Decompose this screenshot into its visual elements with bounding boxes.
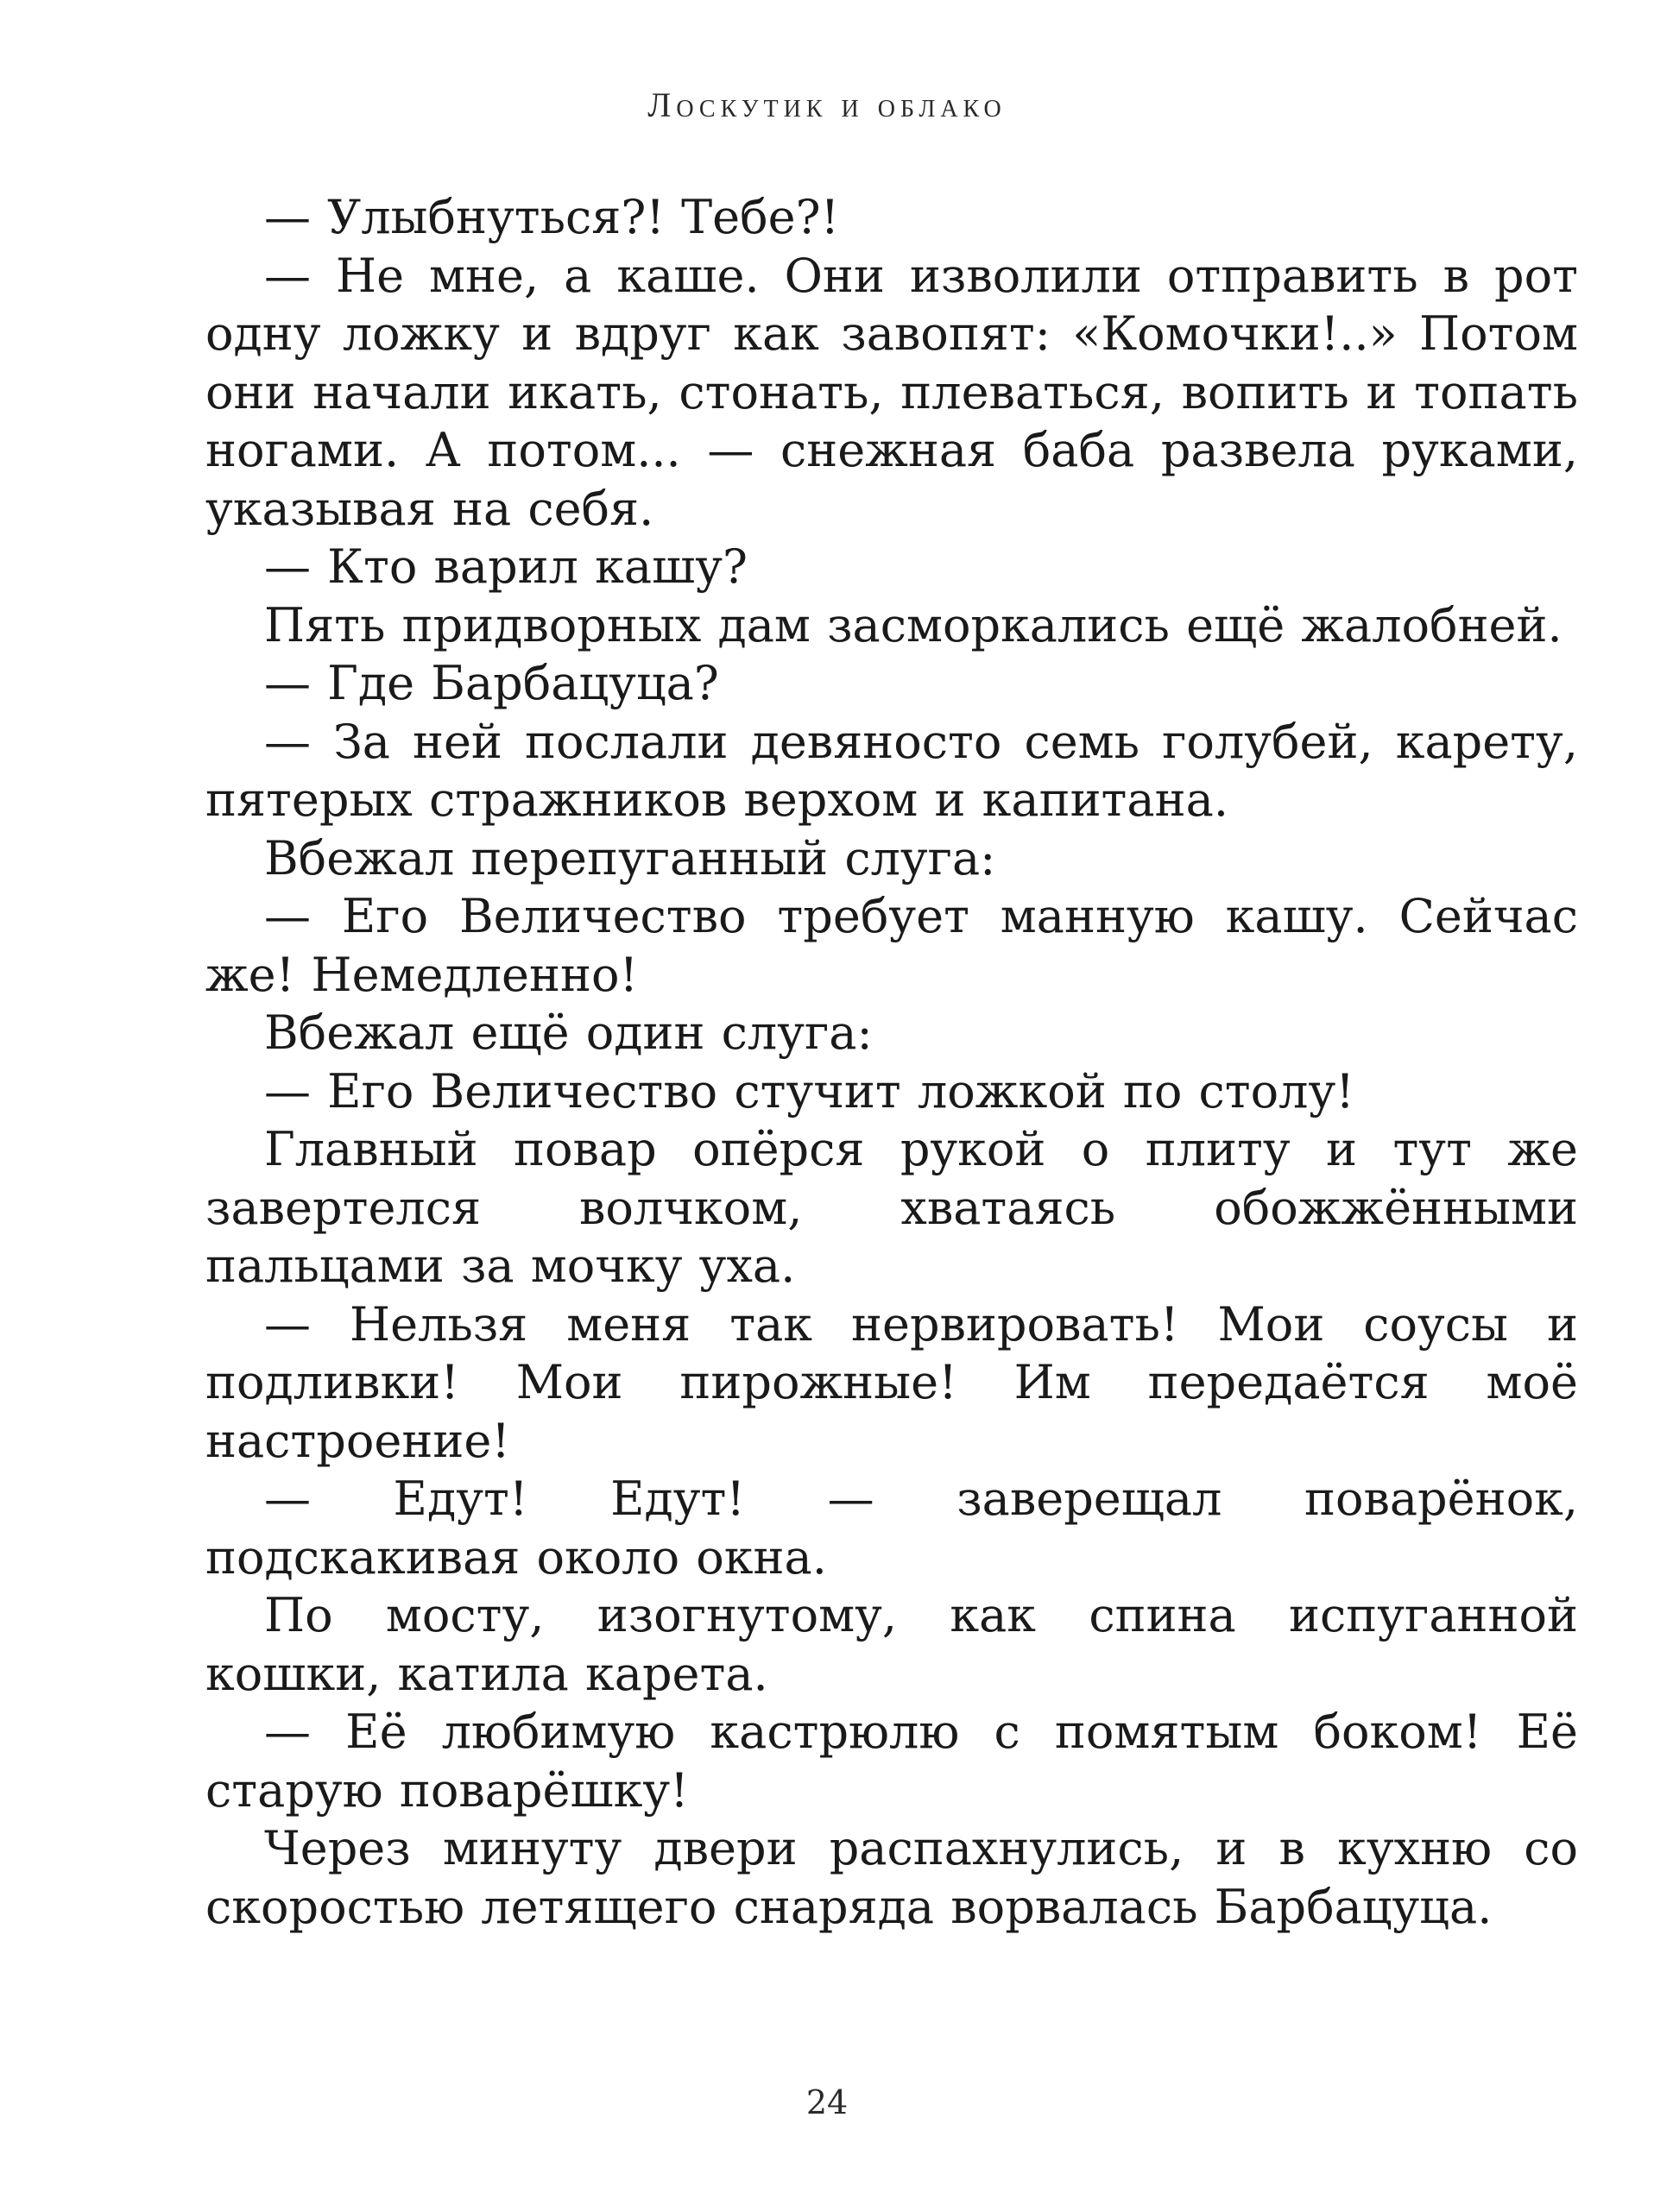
paragraph: Вбежал ещё один слуга:: [264, 1005, 873, 1060]
paragraph: Главный повар опёрся рукой о плиту и тут же завертелся волчком, хватаясь обожжёнными пальцами за мочку уха.: [205, 1122, 1578, 1293]
paragraph: — Едут! Едут! — заверещал поварёнок, подскакивая около окна.: [205, 1472, 1578, 1585]
paragraph: — Нельзя меня так нервировать! Мои соусы и подливки! Мои пирожные! Им передаётся моё настроение!: [205, 1296, 1578, 1468]
running-head: Лоскутик и облако: [647, 85, 1007, 124]
paragraph: — Кто варил кашу?: [264, 539, 748, 594]
paragraph: — Улыбнуться?! Тебе?!: [264, 190, 840, 244]
paragraph: Вбежал перепуганный слуга:: [264, 830, 996, 885]
paragraph: — Где Барбацуца?: [264, 656, 719, 710]
paragraph: — Его Величество стучит ложкой по столу!: [264, 1063, 1354, 1119]
page-number: 24: [805, 2083, 849, 2121]
paragraph: Пять придворных дам засморкались ещё жалобней.: [264, 597, 1562, 652]
paragraph: — Его Величество требует манную кашу. Сейчас же! Немедленно!: [205, 889, 1578, 1002]
paragraph: По мосту, изогнутому, как спина испуганной кошки, катила карета.: [205, 1588, 1578, 1701]
paragraph: — За ней послали девяносто семь голубей, карету, пятерых стражников верхом и капитана.: [205, 714, 1578, 827]
paragraph: — Её любимую кастрюлю с помятым боком! Её старую поварёшку!: [205, 1705, 1578, 1818]
paragraph: Через минуту двери распахнулись, и в кухню со скоростью летящего снаряда ворвалась Барбацуца.: [205, 1821, 1578, 1934]
body-text: [205, 188, 1578, 1936]
paragraph: — Не мне, а каше. Они изволили отправить в рот одну ложку и вдруг как завопят: «Комочки!..» Потом они начали икать, стонать, плеваться, вопить и топать ногами. А потом... — снежная баба развела руками, указывая на себя.: [205, 248, 1578, 536]
